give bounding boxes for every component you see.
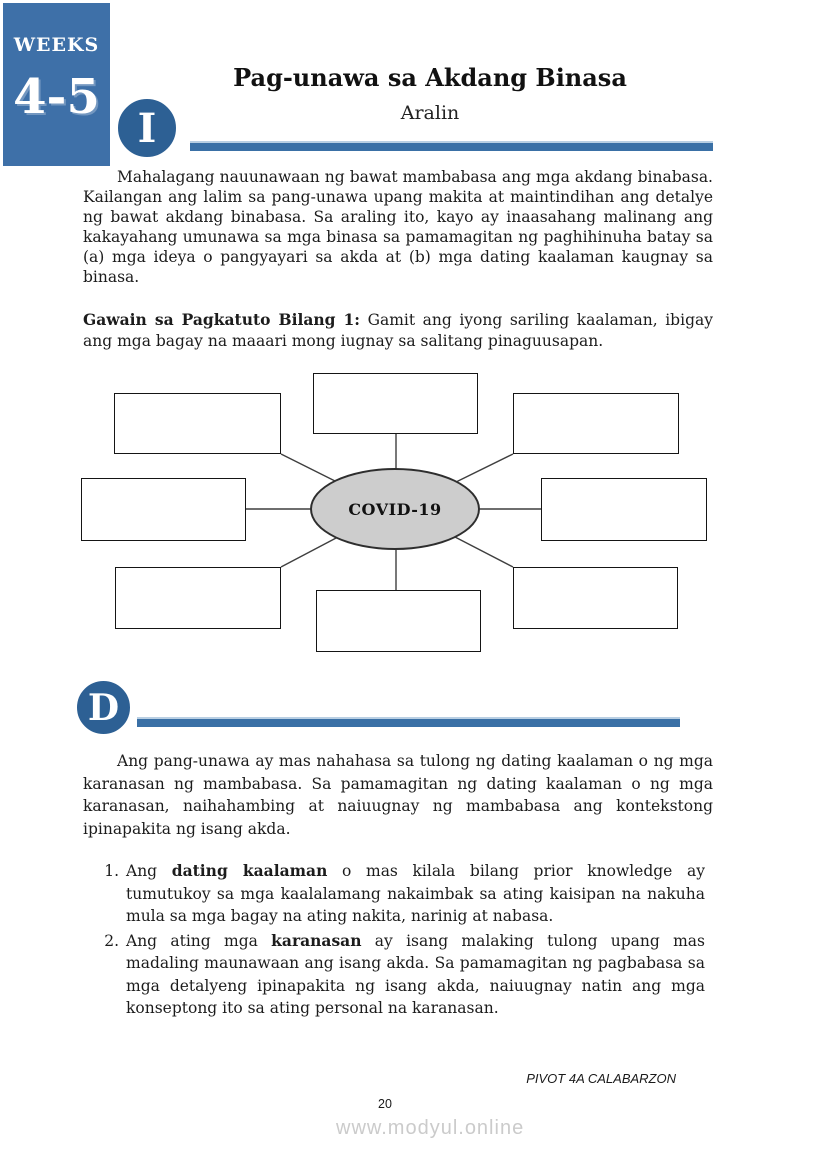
section-i-letter: I: [137, 104, 157, 152]
intro-paragraph: Mahalagang nauunawaan ng bawat mambabasa ang mga akdang binabasa. Kailangan ang lalim sa pang-unawa upang makita at maintindihan ang detalye ng bawat akdang binabasa. Sa araling ito, kayo ay inaasahang malinang ang kakayahang umunawa sa mga binasa sa pamamagitan ng paghihinuha batay sa (a) mga ideya o pangyayari sa akda at (b) mga dating kaalaman kaugnay sa binasa.: [83, 168, 713, 286]
activity-instructions: Gamit ang iyong sariling kaalaman, ibigay ang mga bagay na maaari mong iugnay sa salitang pinaguusapan.: [83, 311, 713, 350]
connector-bottom-right: [455, 537, 513, 567]
section-d-badge: [74, 678, 133, 737]
watermark: www.modyul.online: [336, 1117, 525, 1139]
page-number: 20: [378, 1097, 392, 1111]
answer-box-top-right: [513, 393, 679, 454]
list-item: [101, 930, 705, 1020]
list-item-prefix: Ang: [126, 862, 172, 880]
list-item-term: karanasan: [271, 930, 362, 950]
section-d-letter: D: [87, 686, 120, 729]
answer-box-top-center: [313, 373, 478, 434]
connector-top-left: [281, 454, 339, 483]
weeks-range: 4-5: [13, 69, 100, 125]
concept-map-center-label: COVID-19: [348, 499, 442, 519]
list-item-term: dating kaalaman: [171, 861, 328, 880]
page-title: Pag-unawa sa Akdang Binasa: [233, 63, 627, 92]
concept-map-center: [310, 468, 480, 550]
list-item-rest: ay isang malaking tulong upang mas madaling maunawaan ang isang akda. Sa pamamagitan ng pagbabasa sa mga detalyeng ipinapakita ng isang akda, naiuugnay natin ang mga konseptong ito sa ating personal na karanasan.: [126, 931, 706, 1017]
activity-label: Gawain sa Pagkatuto Bilang 1:: [83, 310, 361, 329]
footer-brand: PIVOT 4A CALABARZON: [526, 1071, 676, 1086]
connector-bottom-left: [281, 537, 338, 567]
list-item-prefix: Ang ating mga: [126, 931, 272, 950]
discussion-paragraph: Ang pang-unawa ay mas nahahasa sa tulong ng dating kaalaman o ng mga karanasan ng mambabasa. Sa pamamagitan ng dating kaalaman o ng mga karanasan, naihahambing at naiuugnay ng mambabasa ang kontekstong ipinapakita ng isang akda.: [83, 752, 713, 838]
answer-box-mid-left: [81, 478, 246, 541]
list-item-text: [126, 860, 705, 928]
answer-box-top-left: [114, 393, 281, 454]
answer-box-bottom-center: [316, 590, 481, 652]
answer-box-bottom-right: [513, 567, 678, 629]
list-item-rest: o mas kilala bilang prior knowledge ay tumutukoy sa mga kaalalamang nakaimbak sa ating kaisipan na nakuha mula sa mga bagay na ating nakita, narinig at nabasa.: [126, 862, 705, 925]
answer-box-mid-right: [541, 478, 707, 541]
list-item-number: 2.: [104, 931, 119, 950]
list-item-text: [126, 930, 705, 1020]
page-subtitle: Aralin: [400, 102, 460, 124]
list-item: [101, 860, 705, 928]
weeks-label: WEEKS: [13, 34, 100, 56]
key-terms-list: [101, 860, 705, 1022]
connector-top-right: [454, 454, 513, 483]
list-item-number: 1.: [104, 862, 119, 880]
section-d-rule: [137, 719, 680, 727]
answer-box-bottom-left: [115, 567, 281, 629]
